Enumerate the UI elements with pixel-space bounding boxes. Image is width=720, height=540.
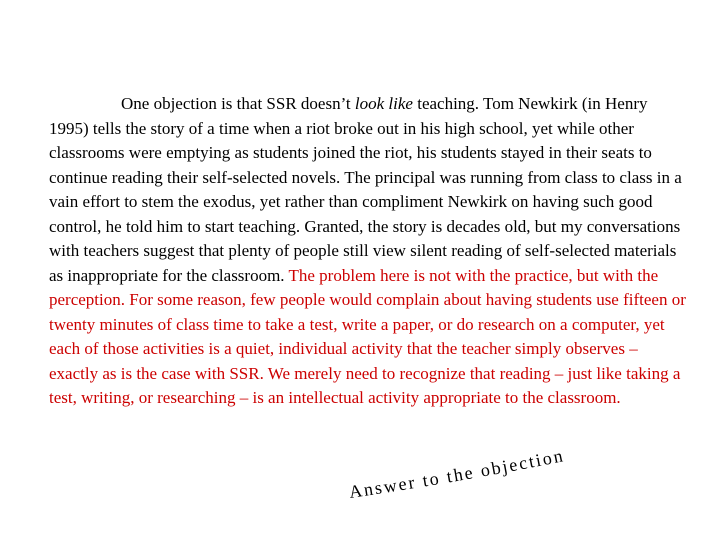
highlighted-text: The problem here is not with the practice, but with the perception. For some reason, [49, 265, 659, 309]
paragraph-text-end: few people would complain about having students use fifteen or twenty minutes of class time to take a test, write a paper, or do research on a computer, yet each of those activities is a quiet, individual activity that the teacher simply observes – exactly as is the case with SSR. We merely need to recognize that reading – just like taking a test, writing, or researching – is an intellectual activity appropriate to the classroom. [49, 290, 686, 407]
paragraph-text-start: One objection is that SSR doesn’t [121, 94, 355, 113]
answer-caption-path: Answer to the objection [347, 445, 567, 502]
emphasis-look-like: look like [354, 94, 413, 113]
paragraph-text-main: teaching. Tom Newkirk (in Henry 1995) tells the story of a time when a riot broke out in his high school, yet while other classrooms were emptying as students joined the riot, his students stayed in their seats to continue reading their self-selected novels. The principal was running from class to class in a vain effort to stem the exodus, yet rather than compliment Newkirk on having such good control, he told him to start teaching. Granted, the story is decades old, but my conversations with teachers suggest that plenty of people still view silent reading of self-selected materials as inappropriate for the classroom. [49, 94, 682, 285]
curved-caption [340, 440, 580, 510]
body-paragraph [49, 92, 689, 411]
answer-caption [348, 445, 567, 502]
